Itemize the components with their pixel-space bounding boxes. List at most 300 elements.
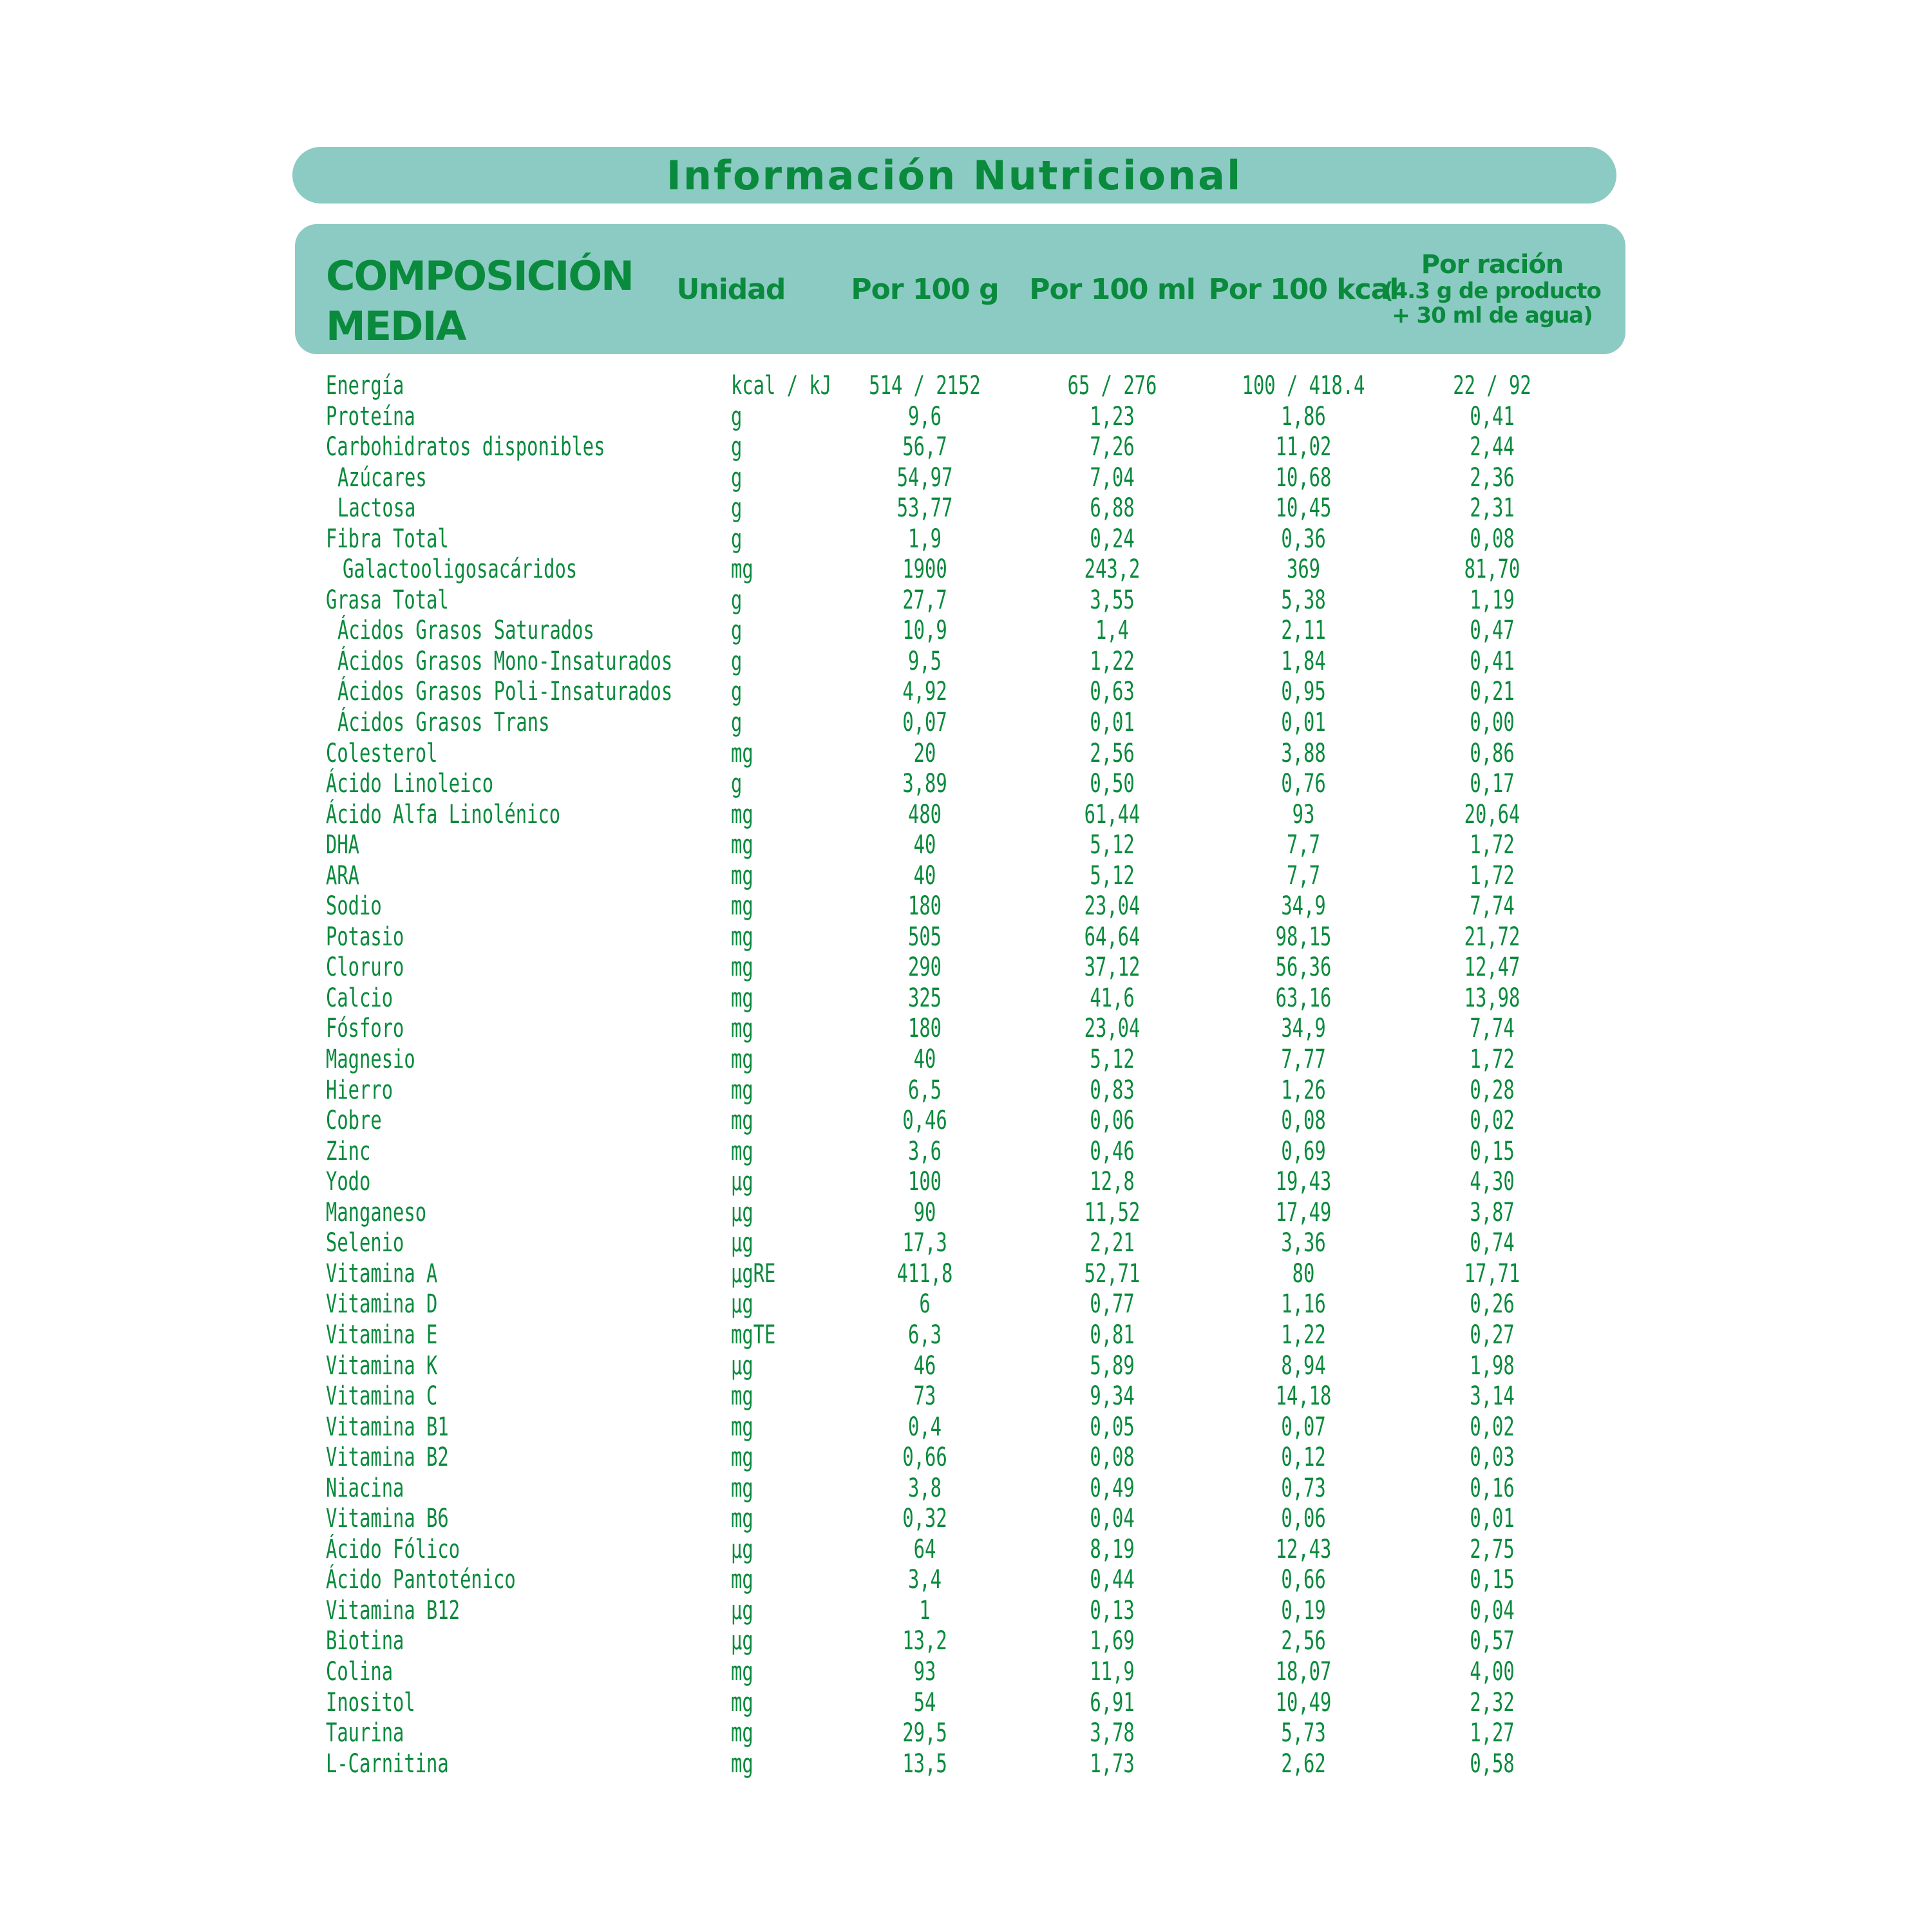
nutrient-name: Vitamina B1 xyxy=(326,1412,449,1442)
nutrient-unit: mg xyxy=(731,1748,753,1779)
value-per-100ml: 12,8 xyxy=(1090,1167,1135,1197)
nutrient-name: Ácido Alfa Linolénico xyxy=(326,799,561,829)
value-per-100g: 0,32 xyxy=(902,1504,947,1534)
nutrient-unit: µg xyxy=(731,1350,753,1381)
value-per-100g: 6,3 xyxy=(907,1320,942,1350)
value-per-100g: 0,07 xyxy=(902,708,947,738)
value-per-racion: 0,04 xyxy=(1470,1595,1515,1625)
value-per-100g: 3,4 xyxy=(907,1565,942,1595)
value-per-100g: 1,9 xyxy=(907,524,942,554)
table-row xyxy=(0,402,1932,433)
table-row xyxy=(0,1596,1932,1627)
value-per-100ml: 0,24 xyxy=(1090,524,1135,554)
nutrient-unit: mgTE xyxy=(731,1320,776,1350)
value-per-100ml: 37,12 xyxy=(1084,952,1141,983)
value-per-racion: 0,15 xyxy=(1470,1565,1515,1595)
value-per-100ml: 0,49 xyxy=(1090,1473,1135,1503)
nutrient-name: Vitamina B2 xyxy=(326,1443,449,1473)
value-per-100kcal: 0,95 xyxy=(1281,677,1326,707)
table-row xyxy=(0,1626,1932,1657)
nutrient-name: L-Carnitina xyxy=(326,1748,449,1779)
value-per-100kcal: 8,94 xyxy=(1281,1350,1326,1381)
value-per-100g: 411,8 xyxy=(896,1258,953,1289)
value-per-100g: 56,7 xyxy=(902,432,947,462)
value-per-racion: 0,74 xyxy=(1470,1228,1515,1258)
value-per-100ml: 65 / 276 xyxy=(1067,371,1157,401)
table-row xyxy=(0,1535,1932,1566)
value-per-100kcal: 19,43 xyxy=(1275,1167,1332,1197)
value-per-100g: 93 xyxy=(913,1656,936,1687)
value-per-100g: 53,77 xyxy=(896,493,953,524)
nutrient-unit: µg xyxy=(731,1167,753,1197)
header-composicion xyxy=(326,251,633,352)
value-per-100ml: 6,91 xyxy=(1090,1687,1135,1718)
value-per-100g: 4,92 xyxy=(902,677,947,707)
value-per-100ml: 2,21 xyxy=(1090,1228,1135,1258)
nutrient-unit: g xyxy=(731,677,743,707)
value-per-100kcal: 2,11 xyxy=(1281,616,1326,646)
nutrition-table-body xyxy=(0,371,1932,1779)
table-row xyxy=(0,585,1932,616)
table-row xyxy=(0,769,1932,800)
nutrient-unit: mg xyxy=(731,1136,753,1166)
value-per-100ml: 0,46 xyxy=(1090,1136,1135,1166)
value-per-100kcal: 7,77 xyxy=(1281,1045,1326,1075)
value-per-100g: 1900 xyxy=(902,554,947,585)
nutrient-name: Sodio xyxy=(326,891,382,922)
nutrient-unit: mg xyxy=(731,799,753,829)
nutrient-unit: mg xyxy=(731,1656,753,1687)
nutrient-unit: mg xyxy=(731,1504,753,1534)
table-row xyxy=(0,463,1932,494)
value-per-100ml: 0,04 xyxy=(1090,1504,1135,1534)
nutrient-name: Energía xyxy=(326,371,404,401)
nutrient-unit: mg xyxy=(731,891,753,922)
nutrient-name: Manganeso xyxy=(326,1197,427,1227)
value-per-100ml: 11,9 xyxy=(1090,1656,1135,1687)
value-per-100ml: 1,23 xyxy=(1090,401,1135,431)
value-per-100ml: 41,6 xyxy=(1090,983,1135,1013)
value-per-100ml: 2,56 xyxy=(1090,738,1135,768)
value-per-100g: 0,46 xyxy=(902,1106,947,1136)
table-row xyxy=(0,1443,1932,1473)
nutrient-unit: mg xyxy=(731,830,753,860)
value-per-racion: 2,36 xyxy=(1470,462,1515,493)
value-per-racion: 0,08 xyxy=(1470,524,1515,554)
table-row xyxy=(0,739,1932,770)
nutrient-name: Carbohidratos disponibles xyxy=(326,432,605,462)
value-per-100g: 3,89 xyxy=(902,769,947,799)
nutrient-unit: mg xyxy=(731,1718,753,1748)
nutrient-name: Calcio xyxy=(326,983,393,1013)
value-per-100ml: 0,08 xyxy=(1090,1443,1135,1473)
value-per-100kcal: 0,12 xyxy=(1281,1443,1326,1473)
value-per-100ml: 0,63 xyxy=(1090,677,1135,707)
value-per-racion: 0,26 xyxy=(1470,1289,1515,1320)
value-per-100ml: 0,05 xyxy=(1090,1412,1135,1442)
value-per-100kcal: 12,43 xyxy=(1275,1534,1332,1564)
table-row xyxy=(0,371,1932,402)
value-per-racion: 2,44 xyxy=(1470,432,1515,462)
value-per-100g: 180 xyxy=(907,891,942,922)
value-per-racion: 0,58 xyxy=(1470,1748,1515,1779)
value-per-100kcal: 7,7 xyxy=(1286,830,1321,860)
nutrient-name: Vitamina B6 xyxy=(326,1504,449,1534)
nutrient-unit: µg xyxy=(731,1197,753,1227)
value-per-100ml: 1,73 xyxy=(1090,1748,1135,1779)
nutrient-name: Grasa Total xyxy=(326,585,449,615)
value-per-100kcal: 10,45 xyxy=(1275,493,1332,524)
table-row xyxy=(0,1045,1932,1075)
value-per-100g: 1 xyxy=(919,1595,931,1625)
value-per-100ml: 0,01 xyxy=(1090,708,1135,738)
value-per-racion: 13,98 xyxy=(1464,983,1520,1013)
value-per-100kcal: 56,36 xyxy=(1275,952,1332,983)
value-per-racion: 0,28 xyxy=(1470,1075,1515,1105)
header-por-racion-line2: (4.3 g de producto xyxy=(1383,278,1601,304)
value-per-100g: 0,66 xyxy=(902,1443,947,1473)
value-per-100ml: 0,13 xyxy=(1090,1595,1135,1625)
value-per-racion: 4,00 xyxy=(1470,1656,1515,1687)
header-composicion-line1: COMPOSICIÓN xyxy=(326,252,633,299)
nutrient-unit: µg xyxy=(731,1626,753,1656)
table-row xyxy=(0,891,1932,922)
value-per-100kcal: 17,49 xyxy=(1275,1197,1332,1227)
nutrient-name: Inositol xyxy=(326,1687,415,1718)
header-por-100ml: Por 100 ml xyxy=(1029,272,1195,306)
value-per-racion: 0,27 xyxy=(1470,1320,1515,1350)
value-per-100kcal: 0,01 xyxy=(1281,708,1326,738)
nutrient-name: Magnesio xyxy=(326,1045,415,1075)
value-per-100kcal: 10,49 xyxy=(1275,1687,1332,1718)
value-per-racion: 0,02 xyxy=(1470,1106,1515,1136)
nutrient-name: Ácidos Grasos Saturados xyxy=(337,616,594,646)
nutrient-name: Galactooligosacáridos xyxy=(343,554,578,585)
header-por-100kcal: Por 100 kcal xyxy=(1208,272,1399,306)
header-por-100g: Por 100 g xyxy=(851,272,999,306)
nutrient-unit: mg xyxy=(731,554,753,585)
value-per-100g: 6,5 xyxy=(907,1075,942,1105)
header-composicion-line2: MEDIA xyxy=(326,303,466,350)
value-per-racion: 0,41 xyxy=(1470,646,1515,676)
nutrient-name: Ácido Fólico xyxy=(326,1534,460,1564)
nutrient-unit: mg xyxy=(731,922,753,952)
table-row xyxy=(0,616,1932,647)
nutrient-unit: g xyxy=(731,462,743,493)
nutrient-name: Fibra Total xyxy=(326,524,449,554)
value-per-racion: 21,72 xyxy=(1464,922,1520,952)
value-per-100kcal: 34,9 xyxy=(1281,1014,1326,1044)
value-per-racion: 1,98 xyxy=(1470,1350,1515,1381)
table-row xyxy=(0,800,1932,831)
table-row xyxy=(0,1137,1932,1168)
title-bar xyxy=(292,147,1616,204)
value-per-100kcal: 0,76 xyxy=(1281,769,1326,799)
value-per-racion: 81,70 xyxy=(1464,554,1520,585)
value-per-100ml: 0,44 xyxy=(1090,1565,1135,1595)
nutrient-name: Niacina xyxy=(326,1473,404,1503)
value-per-racion: 0,47 xyxy=(1470,616,1515,646)
value-per-100kcal: 1,22 xyxy=(1281,1320,1326,1350)
table-row xyxy=(0,708,1932,739)
value-per-100ml: 3,55 xyxy=(1090,585,1135,615)
value-per-racion: 20,64 xyxy=(1464,799,1520,829)
value-per-100ml: 243,2 xyxy=(1084,554,1141,585)
value-per-100g: 20 xyxy=(913,738,936,768)
value-per-racion: 0,00 xyxy=(1470,708,1515,738)
table-row xyxy=(0,983,1932,1014)
value-per-100kcal: 1,16 xyxy=(1281,1289,1326,1320)
value-per-racion: 0,03 xyxy=(1470,1443,1515,1473)
table-row xyxy=(0,677,1932,708)
nutrient-unit: kcal / kJ xyxy=(731,371,832,401)
value-per-racion: 0,16 xyxy=(1470,1473,1515,1503)
table-row xyxy=(0,1259,1932,1290)
value-per-100ml: 0,77 xyxy=(1090,1289,1135,1320)
value-per-100ml: 5,89 xyxy=(1090,1350,1135,1381)
nutrient-name: Ácidos Grasos Mono-Insaturados xyxy=(337,646,673,676)
nutrient-unit: mg xyxy=(731,1045,753,1075)
value-per-100g: 64 xyxy=(913,1534,936,1564)
nutrient-name: Fósforo xyxy=(326,1014,404,1044)
nutrient-unit: g xyxy=(731,524,743,554)
value-per-racion: 0,86 xyxy=(1470,738,1515,768)
value-per-100g: 40 xyxy=(913,1045,936,1075)
value-per-100kcal: 369 xyxy=(1286,554,1321,585)
nutrient-unit: g xyxy=(731,616,743,646)
value-per-100g: 10,9 xyxy=(902,616,947,646)
table-row xyxy=(0,1167,1932,1198)
value-per-100kcal: 0,07 xyxy=(1281,1412,1326,1442)
nutrient-name: Ácido Linoleico xyxy=(326,769,494,799)
nutrient-name: Taurina xyxy=(326,1718,404,1748)
value-per-100g: 40 xyxy=(913,830,936,860)
value-per-100kcal: 3,36 xyxy=(1281,1228,1326,1258)
value-per-racion: 3,87 xyxy=(1470,1197,1515,1227)
value-per-100g: 3,8 xyxy=(907,1473,942,1503)
value-per-100kcal: 2,62 xyxy=(1281,1748,1326,1779)
value-per-100kcal: 11,02 xyxy=(1275,432,1332,462)
table-row xyxy=(0,1351,1932,1382)
value-per-100kcal: 10,68 xyxy=(1275,462,1332,493)
table-row xyxy=(0,861,1932,892)
value-per-100kcal: 0,73 xyxy=(1281,1473,1326,1503)
value-per-racion: 0,17 xyxy=(1470,769,1515,799)
table-row xyxy=(0,952,1932,983)
nutrient-name: Potasio xyxy=(326,922,404,952)
value-per-100kcal: 1,84 xyxy=(1281,646,1326,676)
value-per-100kcal: 34,9 xyxy=(1281,891,1326,922)
value-per-100ml: 5,12 xyxy=(1090,860,1135,891)
value-per-100kcal: 0,19 xyxy=(1281,1595,1326,1625)
value-per-racion: 0,57 xyxy=(1470,1626,1515,1656)
nutrient-unit: mg xyxy=(731,952,753,983)
value-per-racion: 1,72 xyxy=(1470,830,1515,860)
nutrient-unit: g xyxy=(731,585,743,615)
nutrient-name: Hierro xyxy=(326,1075,393,1105)
nutrient-unit: µg xyxy=(731,1595,753,1625)
value-per-100kcal: 18,07 xyxy=(1275,1656,1332,1687)
page-title: Información Nutricional xyxy=(666,151,1243,199)
value-per-100kcal: 3,88 xyxy=(1281,738,1326,768)
value-per-100ml: 0,81 xyxy=(1090,1320,1135,1350)
nutrient-unit: mg xyxy=(731,860,753,891)
value-per-100ml: 8,19 xyxy=(1090,1534,1135,1564)
table-row xyxy=(0,1106,1932,1137)
value-per-100g: 54 xyxy=(913,1687,936,1718)
table-row xyxy=(0,922,1932,953)
value-per-100ml: 23,04 xyxy=(1084,1014,1141,1044)
value-per-100g: 13,5 xyxy=(902,1748,947,1779)
value-per-racion: 0,21 xyxy=(1470,677,1515,707)
table-row xyxy=(0,1320,1932,1351)
nutrient-unit: mg xyxy=(731,1412,753,1442)
value-per-100ml: 52,71 xyxy=(1084,1258,1141,1289)
nutrient-unit: µg xyxy=(731,1534,753,1564)
header-por-racion-line1: Por ración xyxy=(1421,250,1564,279)
value-per-racion: 7,74 xyxy=(1470,1014,1515,1044)
nutrient-name: Cobre xyxy=(326,1106,382,1136)
nutrient-unit: mg xyxy=(731,1687,753,1718)
table-row xyxy=(0,647,1932,677)
nutrient-unit: mg xyxy=(731,1565,753,1595)
value-per-100ml: 9,34 xyxy=(1090,1381,1135,1412)
value-per-100g: 46 xyxy=(913,1350,936,1381)
table-row xyxy=(0,1473,1932,1504)
table-row xyxy=(0,830,1932,861)
table-row xyxy=(0,493,1932,524)
nutrient-name: Vitamina D xyxy=(326,1289,438,1320)
value-per-100g: 29,5 xyxy=(902,1718,947,1748)
nutrient-name: ARA xyxy=(326,860,360,891)
nutrient-name: Colina xyxy=(326,1656,393,1687)
value-per-100ml: 5,12 xyxy=(1090,1045,1135,1075)
nutrient-name: Vitamina A xyxy=(326,1258,438,1289)
value-per-100g: 3,6 xyxy=(907,1136,942,1166)
value-per-100kcal: 2,56 xyxy=(1281,1626,1326,1656)
nutrient-name: Vitamina E xyxy=(326,1320,438,1350)
table-row xyxy=(0,1718,1932,1749)
value-per-racion: 2,75 xyxy=(1470,1534,1515,1564)
header-por-racion-line3: + 30 ml de agua) xyxy=(1392,303,1593,328)
table-row xyxy=(0,1381,1932,1412)
nutrient-unit: mg xyxy=(731,1075,753,1105)
nutrient-unit: mg xyxy=(731,1443,753,1473)
value-per-100kcal: 1,26 xyxy=(1281,1075,1326,1105)
nutrient-name: Vitamina C xyxy=(326,1381,438,1412)
nutrient-unit: g xyxy=(731,401,743,431)
nutrient-unit: mg xyxy=(731,1014,753,1044)
value-per-100kcal: 100 / 418.4 xyxy=(1242,371,1365,401)
value-per-100ml: 61,44 xyxy=(1084,799,1141,829)
nutrient-unit: mg xyxy=(731,1381,753,1412)
table-row xyxy=(0,1198,1932,1229)
table-row xyxy=(0,1504,1932,1535)
value-per-100ml: 7,26 xyxy=(1090,432,1135,462)
nutrient-unit: g xyxy=(731,493,743,524)
nutrient-name: Colesterol xyxy=(326,738,438,768)
nutrient-unit: mg xyxy=(731,1473,753,1503)
nutrient-unit: mg xyxy=(731,1106,753,1136)
table-row xyxy=(0,1412,1932,1443)
value-per-100g: 505 xyxy=(907,922,942,952)
value-per-racion: 17,71 xyxy=(1464,1258,1520,1289)
value-per-100g: 73 xyxy=(913,1381,936,1412)
nutrient-name: Ácido Pantoténico xyxy=(326,1565,516,1595)
value-per-100ml: 3,78 xyxy=(1090,1718,1135,1748)
value-per-100g: 54,97 xyxy=(896,462,953,493)
value-per-100ml: 1,4 xyxy=(1095,616,1130,646)
value-per-racion: 1,72 xyxy=(1470,1045,1515,1075)
nutrient-name: Ácidos Grasos Poli-Insaturados xyxy=(337,677,673,707)
nutrient-name: Lactosa xyxy=(337,493,416,524)
value-per-100g: 9,5 xyxy=(907,646,942,676)
nutrient-unit: g xyxy=(731,432,743,462)
nutrient-unit: µg xyxy=(731,1228,753,1258)
value-per-100g: 9,6 xyxy=(907,401,942,431)
value-per-100g: 27,7 xyxy=(902,585,947,615)
value-per-100ml: 23,04 xyxy=(1084,891,1141,922)
table-header xyxy=(295,224,1625,354)
nutrient-name: Yodo xyxy=(326,1167,371,1197)
value-per-100kcal: 7,7 xyxy=(1286,860,1321,891)
value-per-100ml: 1,22 xyxy=(1090,646,1135,676)
value-per-racion: 4,30 xyxy=(1470,1167,1515,1197)
value-per-100kcal: 14,18 xyxy=(1275,1381,1332,1412)
nutrient-name: Biotina xyxy=(326,1626,404,1656)
value-per-racion: 0,15 xyxy=(1470,1136,1515,1166)
value-per-100kcal: 98,15 xyxy=(1275,922,1332,952)
value-per-100g: 13,2 xyxy=(902,1626,947,1656)
nutrient-unit: mg xyxy=(731,983,753,1013)
value-per-100ml: 11,52 xyxy=(1084,1197,1141,1227)
nutrient-name: Selenio xyxy=(326,1228,404,1258)
value-per-racion: 0,02 xyxy=(1470,1412,1515,1442)
value-per-racion: 12,47 xyxy=(1464,952,1520,983)
value-per-100kcal: 0,08 xyxy=(1281,1106,1326,1136)
value-per-100g: 17,3 xyxy=(902,1228,947,1258)
table-row xyxy=(0,1688,1932,1719)
header-por-racion xyxy=(1383,224,1601,354)
nutrient-name: DHA xyxy=(326,830,360,860)
nutrient-unit: µgRE xyxy=(731,1258,776,1289)
nutrient-unit: g xyxy=(731,769,743,799)
value-per-racion: 1,19 xyxy=(1470,585,1515,615)
table-row xyxy=(0,1014,1932,1045)
value-per-100ml: 0,83 xyxy=(1090,1075,1135,1105)
nutrient-name: Azúcares xyxy=(337,462,427,493)
value-per-racion: 7,74 xyxy=(1470,891,1515,922)
value-per-100g: 40 xyxy=(913,860,936,891)
value-per-racion: 1,72 xyxy=(1470,860,1515,891)
value-per-racion: 3,14 xyxy=(1470,1381,1515,1412)
value-per-100kcal: 80 xyxy=(1292,1258,1315,1289)
nutrient-unit: µg xyxy=(731,1289,753,1320)
nutrient-name: Cloruro xyxy=(326,952,404,983)
value-per-100g: 514 / 2152 xyxy=(869,371,981,401)
value-per-100kcal: 1,86 xyxy=(1281,401,1326,431)
value-per-100g: 480 xyxy=(907,799,942,829)
value-per-100ml: 1,69 xyxy=(1090,1626,1135,1656)
value-per-100g: 180 xyxy=(907,1014,942,1044)
nutrient-name: Vitamina B12 xyxy=(326,1595,460,1625)
value-per-100g: 6 xyxy=(919,1289,931,1320)
value-per-100g: 290 xyxy=(907,952,942,983)
value-per-100kcal: 63,16 xyxy=(1275,983,1332,1013)
value-per-100kcal: 93 xyxy=(1292,799,1315,829)
value-per-100kcal: 0,36 xyxy=(1281,524,1326,554)
nutrient-name: Ácidos Grasos Trans xyxy=(337,708,550,738)
